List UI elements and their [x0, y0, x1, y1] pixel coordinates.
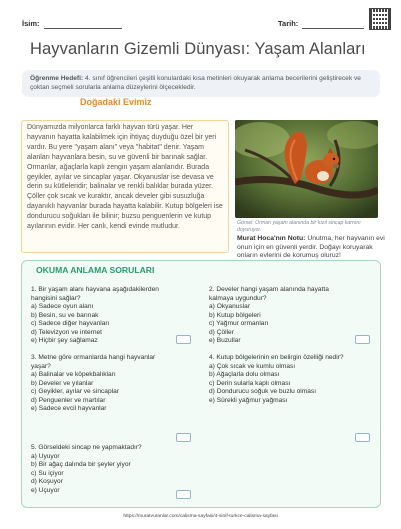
answer-option: d) Çöller — [209, 328, 234, 336]
question-2 — [209, 286, 329, 346]
name-field[interactable] — [44, 28, 122, 29]
answer-option: d) Penguenler ve martılar — [31, 396, 106, 404]
question-stem: 1. Bir yaşam alanı hayvana aşağıdakilerden — [31, 286, 159, 293]
answer-box-3[interactable] — [176, 433, 191, 442]
squirrel-photo — [235, 120, 378, 218]
answer-option: a) Balinalar ve köpekbalıkları — [31, 371, 116, 378]
answer-option: c) Sadece diğer hayvanları — [31, 320, 110, 327]
question-stem: hangisini sağlar? — [31, 294, 81, 302]
teacher-note-text: Unutma, her hayvanın evi onun için en güvenli yerdir. Doğayı koruyarak onların evlerini de korumuş oluruz! — [237, 235, 385, 260]
answer-option: a) Uyuyor — [31, 452, 60, 460]
question-stem: yaşar? — [31, 362, 51, 370]
reading-passage: Dünyamızda milyonlarca farklı hayvan türü yaşar. Her hayvanın hayatta kalabilmek için ihtiyaç duyduğu özel bir yeri vardır. Bu yere "yaşam alanı" veya "habitat" denir. Yaşam alanları hayvanlara besin, su ve güvenli bir barınak sağlar. Ormanlar, ağaçlarla kaplı zengin yaşam alanlarıdır. Burada geyikler, ayılar ve sincaplar yaşar. Okyanuslar ise devasa ve derin su kütleleridir; balinalar ve renkli balıklar burada yüzer. Çöller çok sıcak ve kuraktır, ancak develer gibi susuzluğa dayanıklı hayvanlar burada hayatta kalabilir. Kutup bölgeleri ise dondurucu soğukları ile bilinir; buzsu penguenlerin ve kutup ayılarının evidir. Her canlı, kendi evinde mutludur. — [21, 120, 229, 253]
answer-box-4[interactable] — [355, 433, 370, 442]
answer-option: a) Sadece oyun alanı — [31, 303, 94, 310]
qr-code-icon — [369, 8, 391, 30]
answer-option: e) Buzullar — [209, 337, 241, 344]
answer-option: e) Hiçbir şey sağlamaz — [31, 337, 98, 344]
learning-goal-label: Öğrenme Hedefi: — [30, 75, 84, 82]
question-1 — [31, 286, 159, 346]
answer-option: c) Derin sularla kaplı olması — [209, 379, 291, 387]
questions-title: OKUMA ANLAMA SORULARI — [36, 265, 155, 275]
question-stem: kalmaya uygundur? — [209, 294, 267, 302]
question-stem: 5. Görseldeki sincap ne yapmaktadır? — [31, 444, 142, 451]
answer-option: c) Yağmur ormanları — [209, 320, 269, 327]
answer-option: c) Geyikler, ayılar ve sincaplar — [31, 388, 119, 395]
answer-box-1[interactable] — [176, 335, 191, 344]
answer-option: b) Ağaçlarla dolu olması — [209, 371, 280, 378]
answer-option: e) Uçuyor — [31, 486, 60, 494]
answer-option: b) Kutup bölgeleri — [209, 311, 261, 319]
answer-option: c) Su içiyor — [31, 469, 64, 477]
answer-option: d) Televizyon ve internet — [31, 328, 102, 336]
answer-option: b) Develer ve yılanlar — [31, 379, 94, 387]
answer-option: e) Sadece evcil hayvanlar — [31, 405, 107, 412]
answer-option: d) Koşuyor — [31, 478, 63, 485]
question-stem: 2. Develer hangi yaşam alanında hayatta — [209, 286, 329, 293]
question-5 — [31, 444, 142, 495]
answer-box-5[interactable] — [176, 490, 191, 499]
teacher-note-label: Murat Hoca'nın Notu: — [237, 235, 306, 242]
answer-option: a) Çok sıcak ve kumlu olması — [209, 362, 296, 370]
question-stem: 3. Metne göre ormanlarda hangi hayvanlar — [31, 354, 156, 361]
section-title: Doğadaki Evimiz — [80, 97, 152, 107]
answer-box-2[interactable] — [355, 335, 370, 344]
image-caption: Görsel: Orman yaşam alanında bir kızıl sincap karnını doyuruyor. — [237, 220, 361, 233]
answer-option: e) Sürekli yağmur yağması — [209, 396, 288, 404]
footer-url[interactable]: https://muratvuranlar.com/calisma-sayfasi/4-sinif-turkce-calisma-sayfasi — [123, 514, 278, 519]
learning-goal-box — [22, 70, 380, 97]
question-4 — [209, 354, 344, 405]
learning-goal-text: 4. sınıf öğrencileri çeşitli konulardaki kısa metinleri okuyarak anlama becerilerini geliştirecek ve çoktan seçmeli sorularla anlama düzeylerini ölçecekledir. — [30, 75, 361, 91]
answer-option: d) Dondurucu soğuk ve buzlu olması — [209, 388, 317, 395]
answer-option: b) Bir ağaç dalında bir şeyler yiyor — [31, 461, 131, 468]
squirrel-illustration — [235, 120, 378, 218]
date-field[interactable] — [302, 28, 364, 29]
question-stem: 4. Kutup bölgelerinin en belirgin özelliği nedir? — [209, 354, 344, 361]
date-label: Tarih: — [278, 19, 299, 28]
page-title: Hayvanların Gizemli Dünyası: Yaşam Alanları — [30, 40, 366, 58]
answer-option: b) Besin, su ve barınak — [31, 311, 99, 319]
name-label: İsim: — [22, 19, 40, 28]
question-3 — [31, 354, 155, 414]
teacher-note — [237, 235, 387, 261]
answer-option: a) Okyanuslar — [209, 303, 251, 310]
